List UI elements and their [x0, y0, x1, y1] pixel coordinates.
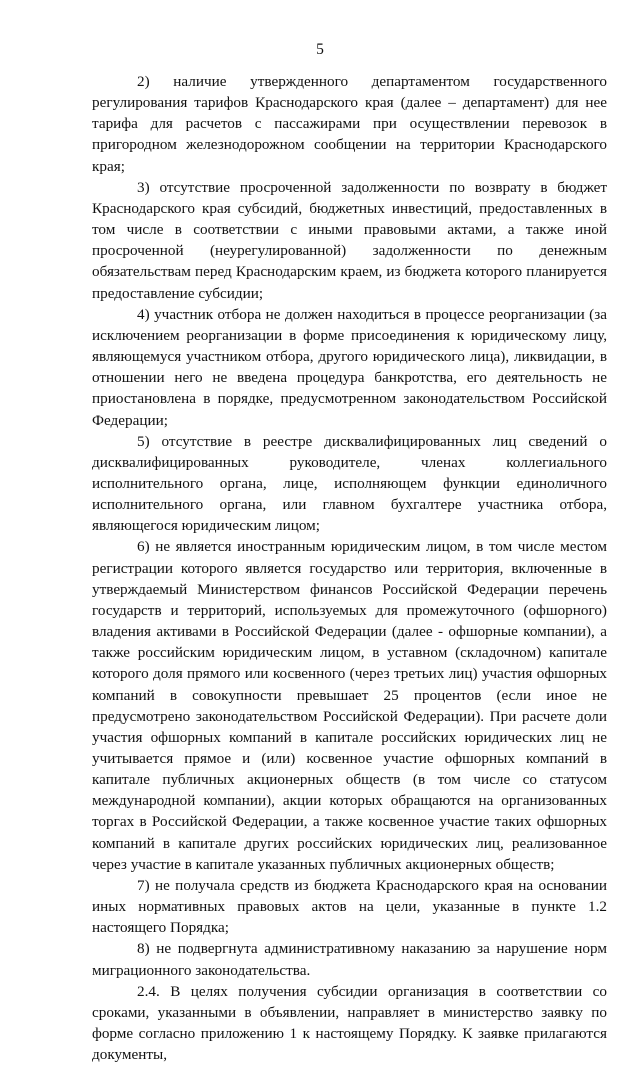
paragraph-clause-2-4: 2.4. В целях получения субсидии организация в соответствии со сроками, указанными в объявлении, направляет в министерство заявку по форме согласно приложению 1 к настоящему Порядку. К заявке прилагаются документы,: [92, 982, 607, 1064]
paragraph-item-8: 8) не подвергнута административному наказанию за нарушение норм миграционного законодательства.: [92, 940, 607, 979]
paragraph-item-4: 4) участник отбора не должен находиться в процессе реорганизации (за исключением реорганизации в форме присоединения к юридическому лицу, являющемуся участником отбора, другого юридического лица), ликвидации, в отношении него не введена процедура банкротства, его деятельность не приостановлена в порядке, предусмотренном законодательством Российской Федерации;: [92, 305, 607, 429]
paragraph-item-7: 7) не получала средств из бюджета Краснодарского края на основании иных нормативных правовых актов на цели, указанные в пункте 1.2 настоящего Порядка;: [92, 876, 607, 937]
document-body: [92, 71, 607, 1065]
paragraph-item-2: 2) наличие утвержденного департаментом государственного регулирования тарифов Краснодарского края (далее – департамент) для нее тарифа для расчетов с пассажирами при осуществлении перевозок в пригородном железнодорожном сообщении на территории Краснодарского края;: [92, 73, 607, 175]
page-number: 5: [316, 41, 324, 58]
paragraph-item-6: 6) не является иностранным юридическим лицом, в том числе местом регистрации которого является государство или территория, включенные в утверждаемый Министерством финансов Российской Федерации перечень государств и территорий, используемых для промежуточного (офшорного) владения активами в Российской Федерации (далее - офшорные компании), а также российским юридическим лицом, в уставном (складочном) капитале которого доля прямого или косвенного (через третьих лиц) участия офшорных компаний в совокупности превышает 25 процентов (если иное не предусмотрено законодательством Российской Федерации). При расчете доли участия офшорных компаний в капитале российских юридических лиц не учитывается прямое и (или) косвенное участие офшорных компаний в капитале публичных акционерных обществ (в том числе со статусом международной компании), акции которых обращаются на организованных торгах в Российской Федерации, а также косвенное участие таких офшорных компаний в капитале других российских юридических лиц, реализованное через участие в капитале указанных публичных акционерных обществ;: [92, 538, 607, 873]
paragraph-item-3: 3) отсутствие просроченной задолженности по возврату в бюджет Краснодарского края субсидий, бюджетных инвестиций, предоставленных в том числе в соответствии с иными правовыми актами, а также иной просроченной (неурегулированной) задолженности по денежным обязательствам перед Краснодарским краем, из бюджета которого планируется предоставление субсидии;: [92, 178, 607, 302]
paragraph-item-5: 5) отсутствие в реестре дисквалифицированных лиц сведений о дисквалифицированных руководителе, членах коллегиального исполнительного органа, лице, исполняющем функции единоличного исполнительного органа, или главном бухгалтере участника отбора, являющегося юридическим лицом;: [92, 432, 607, 535]
